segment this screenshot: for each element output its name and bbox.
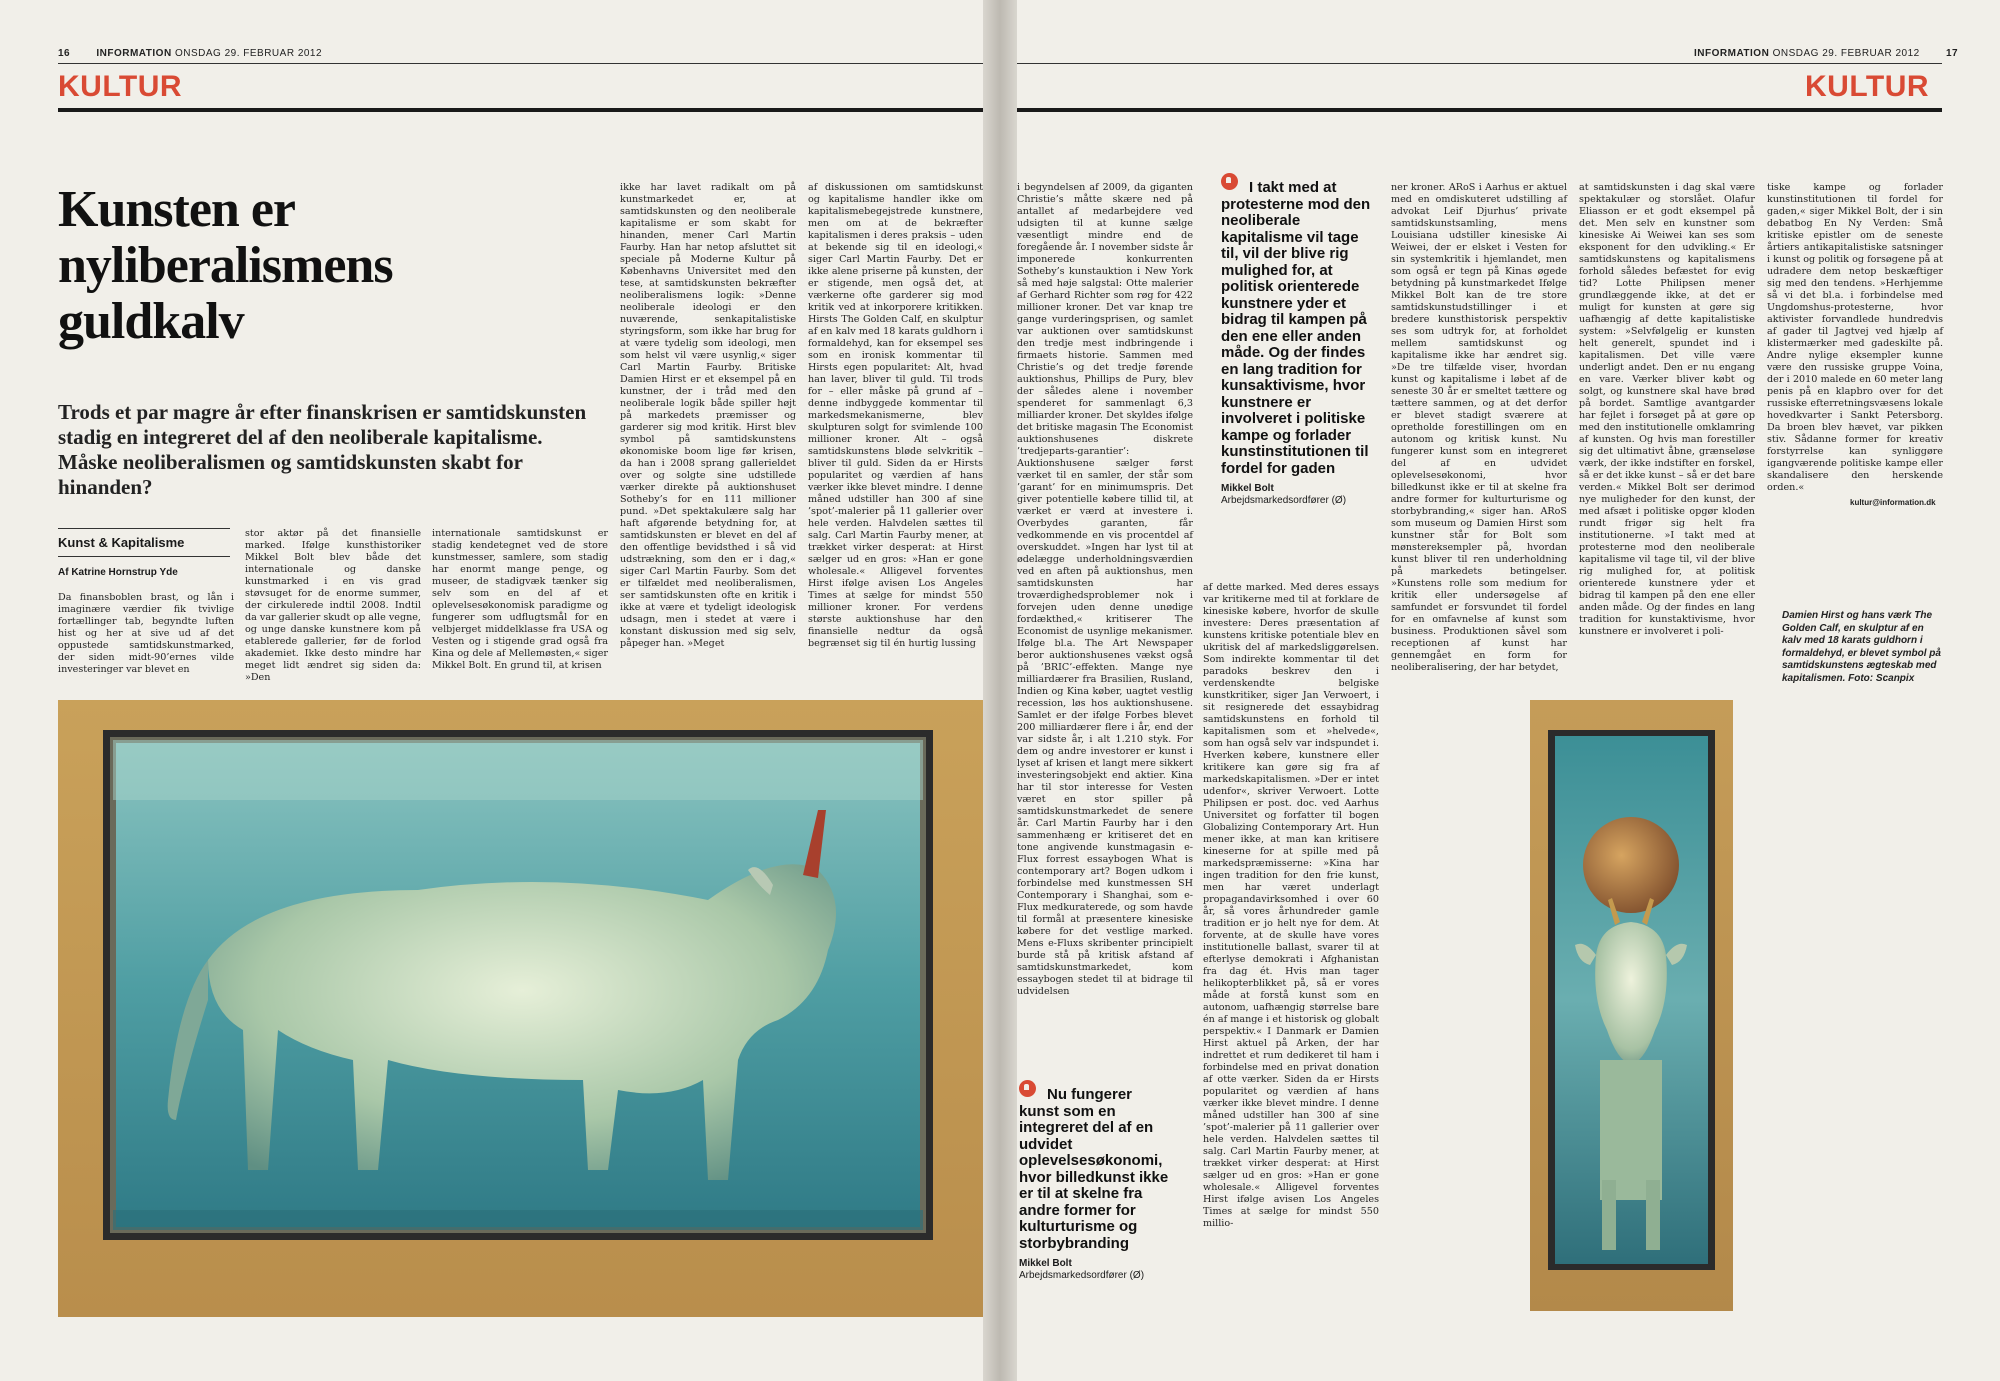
body-column-2: stor aktør på det finansielle marked. Ifølge kunsthistoriker Mikkel Bolt blev både det internationale og danske kunstmarked i en vis grad støvsuget for de enorme summer, der cirkulerede indtil 2008. Indtil da var gallerier skudt op alle vegne, og unge danske kunstnere kom på etablerede gallerier, før de forlod akademiet. Ikke desto mindre har meget lidt ændret sig siden da: »Den xyxy=(245,528,421,683)
body-column-8: ner kroner. ARoS i Aarhus er aktuel med en omdiskuteret udstilling af advokat Leif Djurhus’ private samtidskunstsamling, mens Louisiana udstiller kinesiske Ai Weiwei, der er elsket i Vesten for sin systemkritik i hjemlandet, men som også er tegn på Kinas øgede betydning på kunstmarkedet Ifølge Mikkel Bolt kan de tre store samtidskunstudstillinger i et bredere kunsthistorisk perspektiv ses som udtryk for, at forholdet mellem samtidskunst og kapitalisme ikke har ændret sig. »De tre tilfælde viser, hvordan kunst og kapitalisme i løbet af de seneste 30 år er smeltet tættere og tættere sammen, og at det derfor er blevet stadigt sværere at opretholde forestillingen om en autonom og kritisk kunst. Nu fungerer kunst som en integreret del af en udvidet oplevelsesøkonomi, hvor billedkunst ikke er til at skelne fra andre former for kulturturisme og storbybranding,« siger han. ARoS som museum og Damien Hirst som kunstner står for Bolt som mønstereksempler på, hvordan kunst bliver til ren underholdning på markedets betingelser. »Kunstens rolle som medium for kritik eller undersøgelse af samfundet er forsvundet til fordel for en omfavnelse af kunst som business. Produktionen såvel som receptionen af kunst har gennemgået en form for neoliberalisering, der har betydet, xyxy=(1391,182,1567,673)
body-column-4: ikke har lavet radikalt om på kunstmarkedet er, at samtidskunsten og den neoliberale kapitalisme er som skabt for hinanden, mener Carl Martin Faurby. Han har netop afsluttet sit speciale på Moderne Kultur på Københavns Universitet med den tese, at samtidskunsten bekræfter neoliberalismens logik: »Denne neoliberale ideologi er den nuværende, senkapitalistiske styringsform, som ikke har brug for at være tydelig som ideologi, men som helst vil være usynlig,« siger Carl Martin Faurby. Britiske Damien Hirst er et eksempel på en kunstner, der i tråd med den neoliberale logik både spiller højt på markedets præmisser og garderer sig mod kritik. Hirst blev symbol på samtidskunstens økonomiske boom lige før krisen, da han i 2008 sprang gallerieldet over og solgte sine udstillede værker direkte på auktionshuset Sotheby’s for en 111 millioner pund. »Det spektakulære salg har haft afgørende betydning for, at samtidskunsten er blevet en del af den offentlige bevidsthed i så vid udstrækning, som den er i dag,« siger Carl Martin Faurby. Som det er tilfældet med neoliberalismen, ser samtidskunsten ofte en kritik i ikke at være et tydeligt ideologisk udsagn, men i stedet at være i konstant diskussion med sig selv, påpeger han. »Meget xyxy=(620,182,796,649)
body-column-10: tiske kampe og forlader kunstinstitutionen til fordel for gaden,« siger Mikkel Bolt, der i sin debatbog En Ny Verden: Små kritiske epistler om de seneste årtiers antikapitalistiske satsninger i kunst og politik og forsøgene på at udradere dem netop beskæftiger sig med den tendens. »Herhjemme så vi det bl.a. i forbindelse med Ungdomshus-protesterne, hvor aktivister forvandlede hundredvis af gader til Jagtvej ved hjælp af klistermærker med gadeskilte på. Andre nylige eksempler kunne være den russiske gruppe Voina, der i 2010 malede en 60 meter lang penis på en klapbro over for det russiske efterretningsvæsens lokale hovedkvarter i Sankt Petersborg. Da broen blev hævet, var pikken stiv. Sådanne former for kreativ forstyrrelse kan synliggøre igangværende politiske kampe eller skandalisere den herskende orden.« xyxy=(1767,182,1943,493)
photo-caption: Damien Hirst og hans værk The Golden Calf, en skulptur af en kalv med 18 karats guldhorn i formaldehyd, er blevet symbol på samtidskunstens ægteskab med kapitalismen. Foto: Scanpix xyxy=(1782,610,1941,684)
issue-date: ONSDAG 29. FEBRUAR 2012 xyxy=(174,48,323,59)
pull-quote-role: Arbejdsmarkedsordfører (Ø) xyxy=(1019,1270,1145,1281)
golden-calf-photo-wide xyxy=(58,700,983,1317)
article-author: Af Katrine Hornstrup Yde xyxy=(58,567,178,578)
article-rubric: Kunst & Kapitalisme xyxy=(58,528,230,550)
calf-in-tank-image xyxy=(58,700,983,1317)
header-rule xyxy=(58,63,983,64)
body-column-3: internationale samtidskunst er stadig kendetegnet ved de store kunstmesser, samlere, som stadig har enormt mange penge, og museer, de stadigvæk tænker sig selv som en del af et oplevelsesøkonomisk paradigme og fungerer som udflugtsmål for en velbjerget middelklasse fra USA og Vesten og i stigende grad også fra Kina og dele af Mellemøsten,« siger Mikkel Bolt. En grund til, at krisen xyxy=(432,528,608,671)
pull-quote-name: Mikkel Bolt xyxy=(1221,483,1274,494)
section-label: KULTUR xyxy=(58,70,183,103)
section-rule xyxy=(58,108,983,112)
paper-name: INFORMATION xyxy=(96,48,172,59)
body-column-6: i begyndelsen af 2009, da giganten Christie’s måtte skære ned på antallet af medarbejdere ved udsigten til at kunne sælge væsentligt mindre end de foregående år. I november sidste år imponerede konkurrenten Sotheby’s kunstauktion i New York så med høje salgstal: Otte malerier af Gerhard Richter som røg for 422 millioner kroner. Det var knap tre gange vurderingsprisen, og samlet var auktionen over samtidskunst den tredje mest indbringende i firmaets historie. Sammen med Christie’s og det tredje førende auktionshus, Phillips de Pury, blev der således alene i november spenderet for sammenlagt 6,3 milliarder kroner. Det skyldes ifølge det britiske magasin The Economist auktionshusenes diskrete ’tredjeparts-garantier’: Auktionshusene sælger først værket til en samler, der står som ’garant’ for en minimumspris. Det giver potentielle købere tillid til, at værket er værd at investere i. Overbydes garanten, får vedkommende en vis procentdel af overskuddet. »Ingen har lyst til at ødelægge underholdningsværdien ved en aften på auktionshus, men samtidskunsten har troværdighedsproblemer nok i forvejen uden denne unødige fordækthed,« kritiserer The Economist de usynlige mekanismer. Ifølge bl.a. The Art Newspaper beror auktionshusenes vækst også på ’BRIC’-effekten. Mange nye milliardærer fra Brasilien, Rusland, Indien og Kina køber, uagtet vestlig recession, løs hos auktionshusene. Samlet er der ifølge Forbes blevet 200 milliardærer flere i år, end der var sidste år, i alt 1.210 styk. For dem og andre investorer er kunst i lyset af krisen et langt mere sikkert investeringsobjekt end aktier. Kina har til stor interesse for Vesten været en stor spiller på samtidskunstmarkedet de senere år. Carl Martin Faurby har i den sammenhæng er kritiseret det en tone angivende kunstmagasin e-Flux forrest essaybogen What is contemporary art? Bogen udkom i forbindelse med kunstmessen SH Contemporary i Shanghai, som e-Flux medkuraterede, og som havde til formål at præsentere kinesiske købere for det vestlige marked. Mens e-Fluxs skribenter principielt burde stå på kritisk afstand af samtidskunstmarkedet, kom essaybogen stedet til at bidrage til udvidelsen xyxy=(1017,182,1193,997)
article-lede: Trods et par magre år efter finanskrisen er samtidskunsten stadig en integreret del af den neoliberale kapitalisme. Måske neoliberalismen og samtidskunsten skabt for hinanden? xyxy=(58,400,587,499)
body-column-1: Da finansboblen brast, og lån i imaginære værdier fik tvivlige fortællinger tab, begyndte luften hist og her at sive ud af det oppustede samtidskunstmarked, der siden midt-90’ernes vilde investeringer var blevet en xyxy=(58,592,234,675)
pull-quote-role: Arbejdsmarkedsordfører (Ø) xyxy=(1221,495,1347,506)
body-column-7: af dette marked. Med deres essays var kritikerne med til at forklare de kinesiske købere, hvorfor de skulle investere: Deres præsentation af kunstens kritiske potentiale blev en ukritisk del af markedsliggørelsen. Som indirekte kommentar til det paradoks beskrev den i verdenskendte belgiske kunstkritiker, siger Jan Verwoert, i sit resignerede det essaybidrag samtidskunstens en forhold til kapitalismen som et »helvede«, som han også selv var indspundet i. Hverken købere, kunstnere eller kritikere kan gøre sig fra af markedskapitalismen. »Der er intet udenfor«, skriver Verwoert. Lotte Philipsen er post. doc. ved Aarhus Universitet og forfatter til bogen Globalizing Contemporary Art. Hun mener ikke, at man kan kritisere kineserne for at spille med på markedspræmisserne: »Kina har ingen tradition for den frie kunst, men har været underlagt propagandavirksomhed i over 60 år, så vores århundreder gamle tradition er jo helt nye for dem. At forvente, at de skulle have vores institutionelle ballast, svarer til at efterlyse demokrati i Afghanistan fra dag ét. Hvis man tager helikopterblikket på, så er vores måde at forstå kunst som en autonom, uafhængig størrelse bare én af mange i et historisk og globalt perspektiv.« I Danmark er Damien Hirst aktuel på Arken, der har indrettet et rum dedikeret til ham i forbindelse med en privat donation af otte værker. Siden da er Hirsts popularitet og værdien af hans værker ikke blevet mindre. I denne måned udstiller han 300 af sine ’spot’-malerier på 11 gallerier over hele verden. Halvdelen sættes til salg. Carl Martin Faurby mener, at trækket virker desperat: at Hirst sælger ud en gros: »Han er gone wholesale.« Alligevel forventes Hirst ifølge avisen Los Angeles Times at sælge for mindst 550 millio- xyxy=(1203,582,1379,1229)
center-gutter xyxy=(983,0,1017,1381)
issue-date: ONSDAG 29. FEBRUAR 2012 xyxy=(1772,48,1920,59)
header-rule xyxy=(1017,63,1942,64)
rubric-rule xyxy=(58,556,230,557)
pull-quote-text: I takt med at protesterne mod den neoliberale kapitalisme vil tage til, vil der blive rig mulighed for, at politisk orienterede kunstnere yder et bidrag til kampen på den ene eller anden måde. Og der findes en lang tradition for kunsaktivisme, hvor kunstnere er involveret i politiske kampe og forlader kunstinstitutionen til fordel for gaden xyxy=(1221,179,1371,477)
page-number: 17 xyxy=(1945,48,1959,59)
article-headline: Kunsten er nyliberalismens guldkalv xyxy=(58,181,393,350)
pull-quote-1 xyxy=(1221,180,1376,506)
pull-quote-2 xyxy=(1019,1087,1174,1281)
folio-right xyxy=(1694,48,1958,59)
section-rule xyxy=(1017,108,1942,112)
section-label: KULTUR xyxy=(1805,70,1930,103)
body-column-5: af diskussionen om samtidskunst og kapitalisme handler ikke om kapitalismebegejstrede kunstnere, men om at de bekræfter kapitalismen i deres praksis – uden at bekende sig til en ideologi,« siger Carl Martin Faurby. Det er ikke alene priserne på kunsten, der er stigende, men også det, at værkerne ofte garderer sig mod kritik ved at inkorporere kritikken. Hirsts The Golden Calf, en skulptur af en kalv med 18 karats guldhorn i formaldehyd, kan for eksempel ses som en ironisk kommentar til Hirsts egen popularitet: Alt, hvad han laver, bliver til guld. Til trods for – eller måske på grund af – denne indbyggede kommentar til markedsmekanismerne, blev skulpturen solgt for svimlende 100 millioner kroner. Alt – også samtidskunstens bløde selvkritik – bliver til guld. Siden da er Hirsts popularitet og værdien af hans værker ikke blevet mindre. I denne måned udstiller han 300 af sine ’spot’-malerier på 11 gallerier over hele verden. Halvdelen sættes til salg. Carl Martin Faurby mener, at trækket virker desperat: at Hirst sælger ud en gros: »Han er gone wholesale.« Alligevel forventes Hirst ifølge avisen Los Angeles Times at sælge for mindst 550 millioner kroner. For verdens største auktionshuse har den finansielle nedtur da også begrænset sig til én hurtig lussing xyxy=(808,182,983,649)
paper-name: INFORMATION xyxy=(1694,48,1770,59)
body-column-9: at samtidskunsten i dag skal være spektakulær og storslået. Olafur Eliasson er et godt eksempel på det. Men selv en kunstner som kinesiske Ai Weiwei kan ses som eksponent for den udvikling.« Er samtidskunstens og kapitalismens forhold således befæstet for evig tid? Lotte Philipsen mener grundlæggende ikke, at det er muligt for kunsten at gøre sig uafhængig af dette kapitalistiske system: »Selvfølgelig er kunsten helt generelt, spundet ind i kapitalismen. Det ville være underligt andet. Den er nu engang en vare. Værker bliver købt og solgt, og kunstnere skal have brød på bordet. Samtlige avantgarder har fejlet i forsøget på at gøre op med den institutionelle omklamring af kunsten. Og hvis man forestiller sig det ultimativt åbne, grænseløse værk, der ikke indstifter en forskel, så er det ikke kunst – så er det bare verden.« Mikkel Bolt ser derimod nye muligheder for den kunst, der med afsæt i politiske opgør kloden rundt frigør sig helt fra institutionerne. »I takt med at protesterne mod den neoliberale kapitalisme vil tage til, vil der blive rig mulighed for, at politisk orienterede kunstnere yder et bidrag til kampen på den ene eller anden måde. Og der findes en lang tradition for kunstaktivisme, hvor kunstnere er involveret i poli- xyxy=(1579,182,1755,637)
page-number: 16 xyxy=(58,48,71,59)
pull-quote-text: Nu fungerer kunst som en integreret del af en udvidet oplevelsesøkonomi, hvor billedkunst ikke er til at skelne fra andre former for kulturturisme og storbybranding xyxy=(1019,1086,1169,1252)
golden-calf-photo-front xyxy=(1530,700,1733,1311)
calf-front-image xyxy=(1530,700,1733,1311)
pull-quote-name: Mikkel Bolt xyxy=(1019,1258,1072,1269)
byline-block xyxy=(58,528,230,578)
folio-left xyxy=(58,48,322,59)
left-page xyxy=(0,0,983,1381)
author-email: kultur@information.dk xyxy=(1850,498,1936,507)
